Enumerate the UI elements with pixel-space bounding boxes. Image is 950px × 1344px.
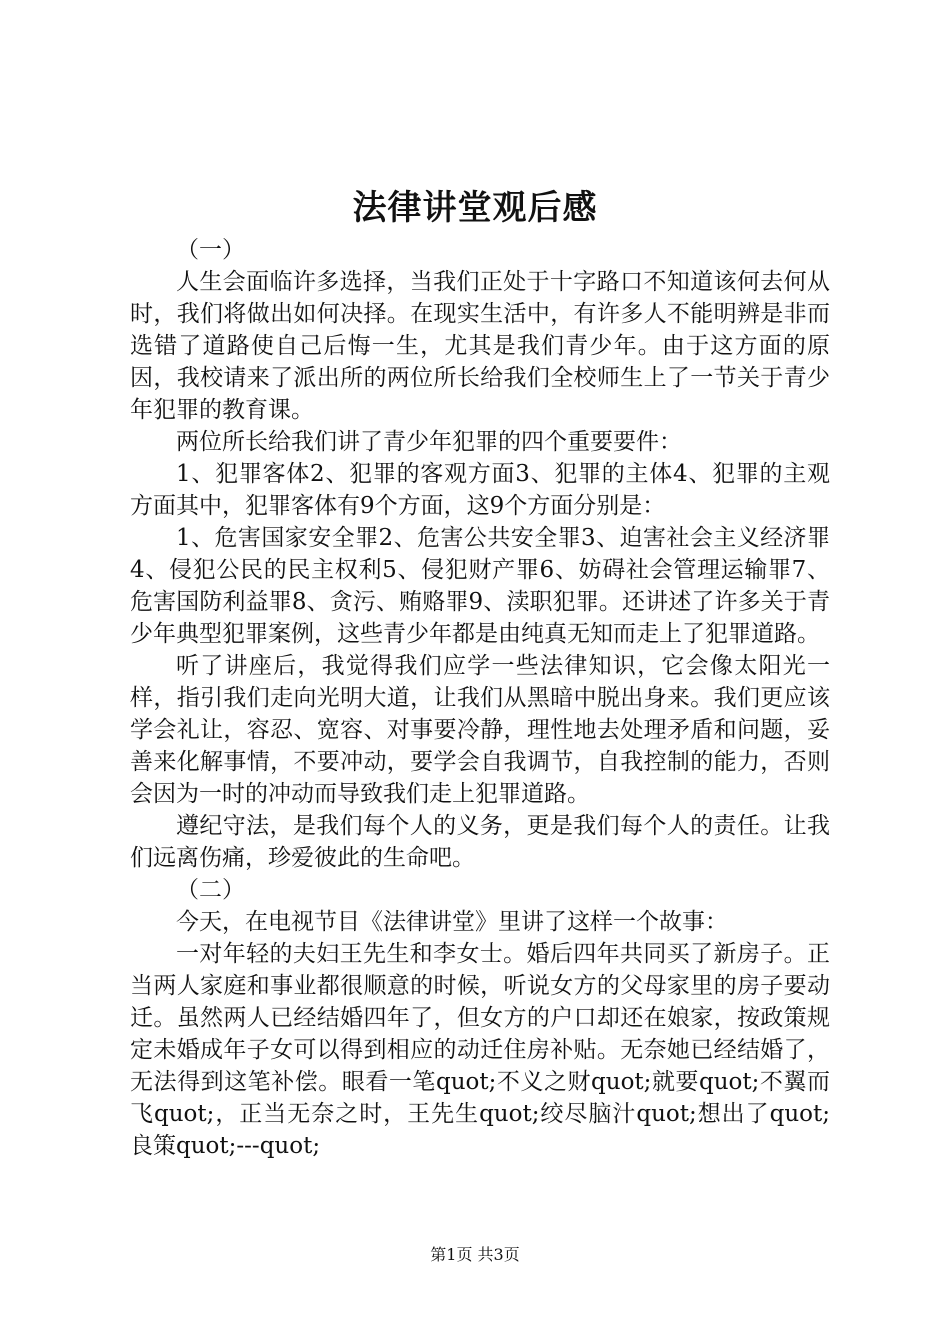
paragraph: 两位所长给我们讲了青少年犯罪的四个重要要件：: [176, 429, 682, 455]
document-body: [130, 234, 830, 1162]
paragraph: 人生会面临许多选择，当我们正处于十字路口不知道该何去何从时，我们将做出如何决择。在现实生活中，有许多人不能明辨是非而选错了道路使自己后悔一生，尤其是我们青少年。由于这方面的原因，我校请来了派出所的两位所长给我们全校师生上了一节关于青少年犯罪的教育课。: [130, 269, 830, 423]
page-footer: 第1页 共3页: [430, 1245, 520, 1264]
paragraph: 1、危害国家安全罪2、危害公共安全罪3、迫害社会主义经济罪4、侵犯公民的民主权利5、侵犯财产罪6、妨碍社会管理运输罪7、危害国防利益罪8、贪污、贿赂罪9、渎职犯罪。还讲述了许多关于青少年典型犯罪案例，这些青少年都是由纯真无知而走上了犯罪道路。: [130, 525, 830, 647]
paragraph: 今天，在电视节目《法律讲堂》里讲了这样一个故事：: [176, 909, 728, 935]
paragraph: 1、犯罪客体2、犯罪的客观方面3、犯罪的主体4、犯罪的主观方面其中，犯罪客体有9个方面，这9个方面分别是：: [130, 461, 830, 519]
section-marker: （一）: [176, 237, 245, 263]
section-marker: （二）: [176, 877, 245, 903]
paragraph: 听了讲座后，我觉得我们应学一些法律知识，它会像太阳光一样，指引我们走向光明大道，让我们从黑暗中脱出身来。我们更应该学会礼让，容忍、宽容、对事要冷静，理性地去处理矛盾和问题，妥善来化解事情，不要冲动，要学会自我调节，自我控制的能力，否则会因为一时的冲动而导致我们走上犯罪道路。: [130, 653, 830, 807]
document-title: 法律讲堂观后感: [352, 188, 598, 228]
paragraph: 遵纪守法，是我们每个人的义务，更是我们每个人的责任。让我们远离伤痛，珍爱彼此的生命吧。: [130, 813, 830, 871]
paragraph: 一对年轻的夫妇王先生和李女士。婚后四年共同买了新房子。正当两人家庭和事业都很顺意的时候，听说女方的父母家里的房子要动迁。虽然两人已经结婚四年了，但女方的户口却还在娘家，按政策规定未婚成年子女可以得到相应的动迁住房补贴。无奈她已经结婚了，无法得到这笔补偿。眼看一笔quot;不义之财quot;就要quot;不翼而飞quot;，正当无奈之时，王先生quot;绞尽脑汁quot;想出了quot;良策quot;---quot;: [130, 941, 830, 1159]
